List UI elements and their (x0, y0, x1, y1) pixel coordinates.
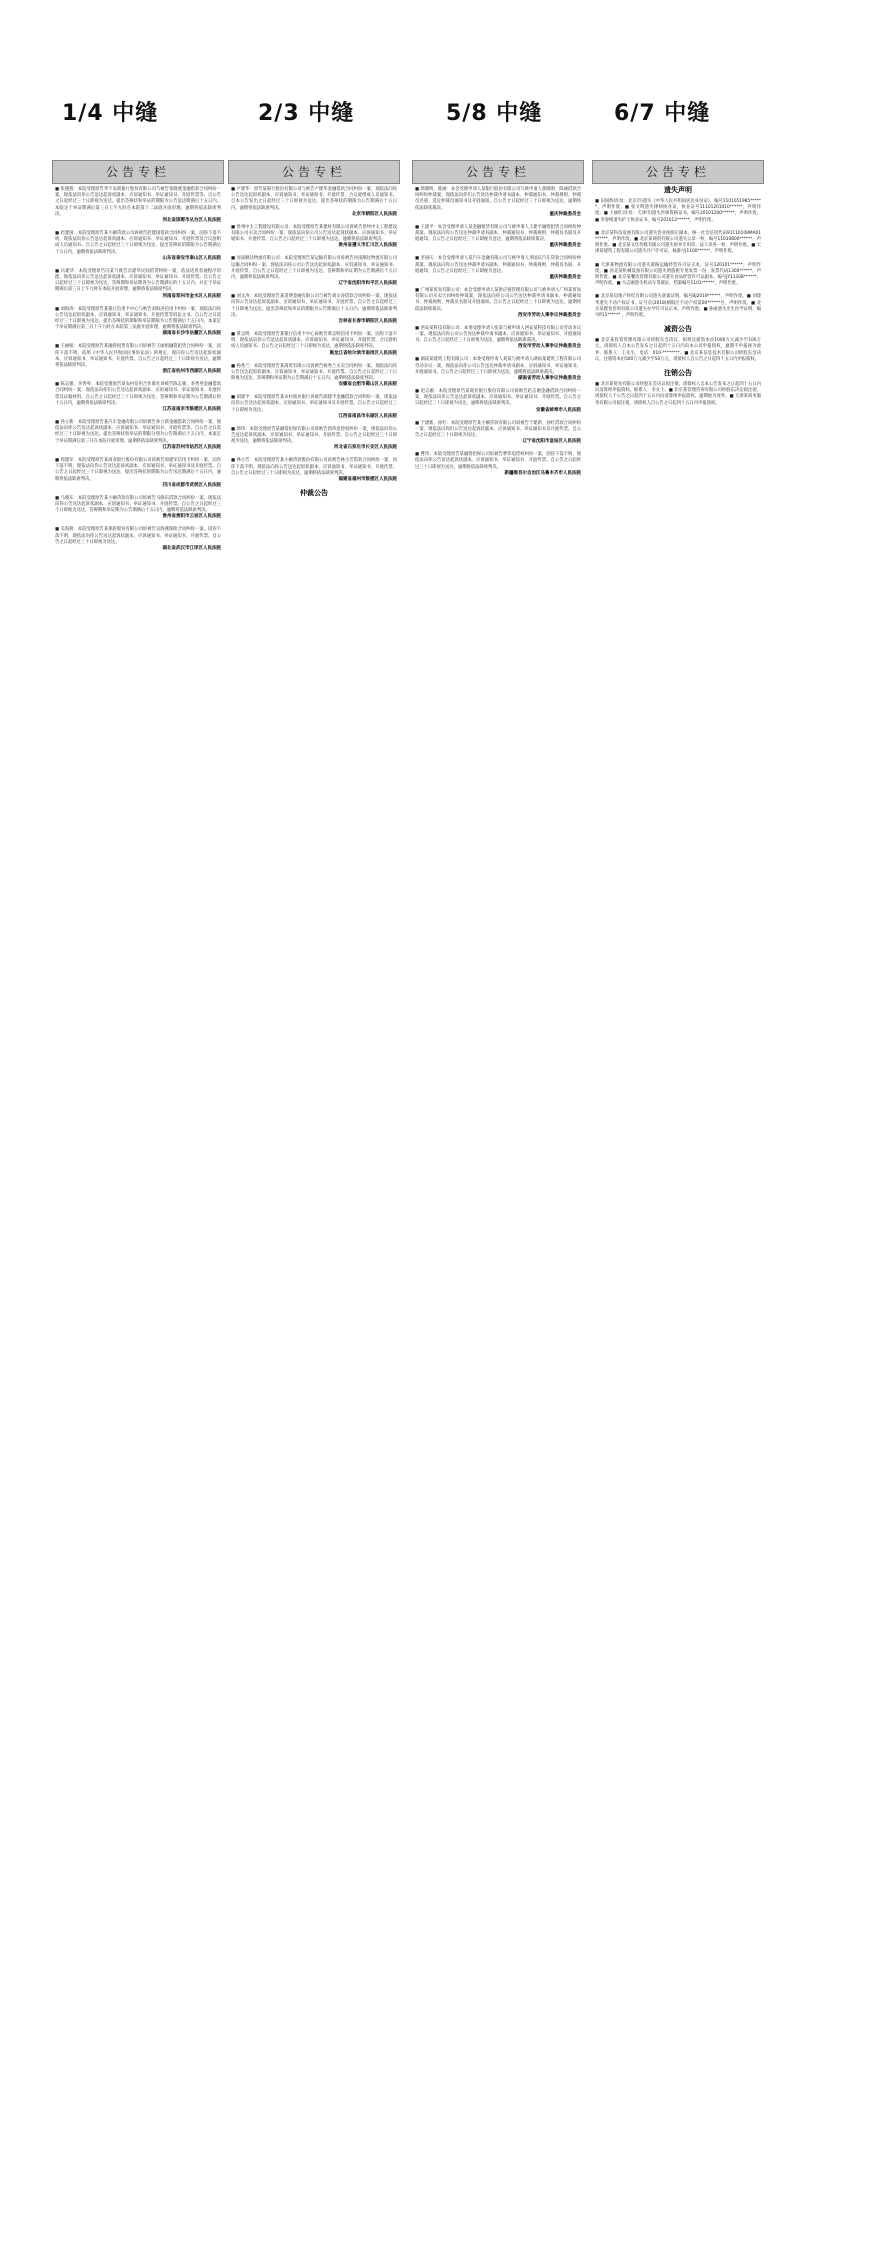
notice-signature: 西安市劳动人事争议仲裁委员会 (518, 312, 581, 318)
notice-body: ■ 赵建国：本院受理原告某小额贷款公司诉被告赵建国借款合同纠纷一案，因你下落不明，现依法向你公告送达起诉状副本、应诉通知书、举证通知书、开庭传票及合议庭组成人员通知书。自公告之日起经过三十日即视为送达，提出答辩状的期限为公告期满后十五日内，逾期将依法缺席判决。 (55, 231, 221, 255)
notice-signature: 湖北省武汉市江岸区人民法院 (162, 545, 221, 551)
notice-signature: 重庆仲裁委员会 (549, 243, 581, 249)
notice-body: ■ 张晓燕：本院受理原告华宇农商银行股份有限公司与被告张晓燕金融借款合同纠纷一案，现依法向你公告送达起诉状副本、应诉通知书、举证通知书、开庭传票等。自公告之日起经过三十日即视为送达。提出答辩状和举证的期限为公告送达期满后十五日内。本院定于举证期满后第三日上午九时在本院第十二法庭开庭审理，逾期将依法缺席判决。 (55, 187, 221, 217)
notice-item (412, 253, 584, 285)
panel-title: 公告专栏 (52, 160, 224, 184)
notice-item (412, 354, 584, 386)
notice-signature: 安徽省合肥市蜀山区人民法院 (338, 382, 397, 388)
notice-signature: 吉林省长春市朝阳区人民法院 (338, 319, 397, 325)
notice-signature: 新疆维吾尔自治区乌鲁木齐市人民法院 (504, 470, 581, 476)
notice-body: ■ 王丽娟：本院受理原告某融资租赁有限公司诉被告王丽娟融资租赁合同纠纷一案，因你下落不明，依照《中华人民共和国民事诉讼法》的规定，现向你公告送达起诉状副本、应诉通知书、举证通知书、开庭传票。自公告之日起经过三十日即视为送达，逾期将依法缺席判决。 (55, 344, 221, 369)
notice-item (228, 222, 400, 254)
notice-signature: 江苏省苏州市姑苏区人民法院 (162, 444, 221, 450)
notice-signature: 辽宁省沈阳市皇姑区人民法院 (522, 439, 581, 445)
notice-item (592, 196, 764, 228)
notice-body: ■ 湖南某建筑工程有限公司：本委受理申请人刘某与被申请人湖南某建筑工程有限公司劳动争议一案，现依法向你公司公告送达仲裁申请书副本、应诉通知书、举证通知书、开庭通知书。自公告之日起经过三十日即视为送达，逾期将依法缺席裁决。 (415, 357, 581, 375)
notice-item (592, 379, 764, 411)
heading-5-8: 5/8 中缝 (446, 101, 543, 126)
notice-list (592, 184, 764, 2120)
notice-body: ■ 吴海燕：本院受理原告某保险股份有限公司诉被告吴海燕保险合同纠纷一案，因你下落不明，现依法向你公告送达起诉状副本、应诉通知书、举证通知书、开庭传票。自公告之日起经过三十日即视为送达。 (55, 527, 221, 545)
notice-body: ■ 北京某房地产经纪有限公司遗失备案证明，编号BJ2019******，声明作废。■ 刘建华遗失不动产权证书，证号京(2018)朝阳区不动产权第00******号，声明作废。■ 北京某教育咨询有限公司遗失办学许可证正本，声明作废。■ 孙丽遗失出生医学证明，编号P11****** ，声明作废。 (595, 294, 761, 319)
notice-list (52, 184, 224, 2200)
notice-signature: 北京市朝阳区人民法院 (352, 211, 397, 217)
column-2-3 (228, 160, 400, 2140)
notice-signature: 河北省邯郸市丛台区人民法院 (162, 218, 221, 224)
heading-2-3: 2/3 中缝 (258, 101, 355, 126)
panel-title: 公告专栏 (228, 160, 400, 184)
notice-item (52, 417, 224, 455)
notice-list (412, 184, 584, 2160)
notice-item (228, 455, 400, 487)
notice-body: ■ 北京某科技发展有限公司遗失营业执照正副本，统一社会信用代码91110108MA01******，声明作废。■ 北京某商贸有限公司遗失公章一枚，编号11010800******，声明作废。■ 北京某文化传媒有限公司遗失财务专用章、法人章各一枚，声明作废。■ 天津某建筑工程有限公司遗失开户许可证，核准号J1100******，声明作废。 (595, 230, 761, 255)
notice-item (52, 455, 224, 493)
notice-body: ■ 赵志刚：本院受理原告某商业银行股份有限公司诉被告赵志刚金融借款合同纠纷一案，现依法向你公告送达起诉状副本、应诉通知书、举证通知书、开庭传票。自公告之日起经过三十日即视为送达，逾期将依法缺席判决。 (415, 389, 581, 407)
notice-signature: 河南省郑州市金水区人民法院 (162, 293, 221, 299)
notice-signature: 湖南省长沙市岳麓区人民法院 (162, 331, 221, 337)
notice-body: ■ 马晓东：本院受理原告某小额贷款有限公司诉被告马晓东借款合同纠纷一案，现依法向你公告送达起诉状副本、应诉通知书、举证通知书、开庭传票。自公告之日起经过三十日即视为送达，答辩期和举证期为公告期满后十五日内，逾期将依法缺席判决。 (55, 495, 221, 514)
section-heading: 仲裁公告 (300, 489, 328, 498)
notice-body: ■ 广州某贸易有限公司：本会受理申请人某供应链管理有限公司与被申请人广州某贸易有限公司买卖合同纠纷仲裁案，现依法向你公司公告送达仲裁申请书副本、仲裁通知书、仲裁规则、仲裁员名册及开庭通知。自公告之日起经过三十日即视为送达，逾期将依法缺席裁决。 (415, 288, 581, 312)
notice-body: ■ 北京某贸易有限公司经股东会决议拟注销，请债权人自本公告发布之日起四十五日内向清算组申报债权。联系人：李女士。■ 北京某管理咨询有限公司经股东决定拟注销，请债权人于公告之日起四十五日内向清算组申报债权，逾期视为放弃。■ 天津某商务服务有限公司拟注销，请债权人自公告之日起四十五日内申报债权。 (595, 382, 761, 406)
notice-body: ■ 贵州中太工程建设有限公司：本院受理原告某建材有限公司诉被告贵州中太工程建设有限公司买卖合同纠纷一案，现依法向你公司公告送达起诉状副本、应诉通知书、举证通知书、开庭传票。自公告之日起经过三十日即视为送达，逾期将依法缺席判决。 (231, 224, 397, 243)
notice-body: ■ 西安某科技有限公司：本委受理申请人张某与被申请人西安某科技有限公司劳动争议一案，现依法向你公司公告送达仲裁申请书副本、应诉通知书、举证通知书、开庭通知书。自公告之日起经过三十日即视为送达，逾期将依法缺席裁决。 (415, 325, 581, 344)
notice-body: ■ 刘海涛：本院受理原告某银行信用卡中心与被告刘海涛信用卡纠纷一案，现依法向你公告送达起诉状副本、应诉通知书、举证通知书、开庭传票等诉讼文书。自公告之日起经过三十日即视为送达。提出答辩状的期限和举证期限为公告期满后十五日内。本案定于举证期满后第三日上午九时在本院第三法庭开庭审理，逾期将依法缺席判决。 (55, 306, 221, 331)
notice-body: ■ 胡建平：本院受理原告某农村商业银行诉被告胡建平金融借款合同纠纷一案，现依法向你公告送达起诉状副本、应诉通知书、举证通知书及开庭传票。自公告之日起经过三十日即视为送达。 (231, 395, 397, 413)
notice-item (228, 361, 400, 393)
heading-6-7: 6/7 中缝 (614, 101, 711, 126)
notice-body: ■ 杨秀兰：本院受理原告某商贸有限公司诉被告杨秀兰买卖合同纠纷一案，现依法向你公告送达起诉状副本、应诉通知书、举证通知书、开庭传票。自公告之日起经过三十日即视为送达，答辩期和举证期为公告期满后十五日内，逾期将依法缺席判决。 (231, 363, 397, 382)
notice-body: ■ 河南顺达物流有限公司：本院受理原告某运输有限公司诉被告河南顺达物流有限公司运输合同纠纷一案，现依法向你公司公告送达起诉状副本、应诉通知书、举证通知书、开庭传票，自公告之日起经过三十日即视为送达，答辩期和举证期为公告期满后十五日内，逾期将依法缺席判决。 (231, 256, 397, 281)
notice-body: ■ 北京某投资管理有限公司经股东会决议，拟将注册资本由1000万元减少至100万元，请债权人自本公告发布之日起四十五日内向本公司申报债权，逾期不申报视为放弃。联系人：王先生，电话：010-********。■ 北京某信息技术有限公司经股东会决议，注册资本由500万元减少至50万元，请债权人自公告之日起四十五日内申报债权。 (595, 338, 761, 362)
notice-body: ■ 郭伟：本院受理原告某融资担保有限公司诉被告郭伟追偿权纠纷一案，现依法向你公告送达起诉状副本、应诉通知书、举证通知书、开庭传票。自公告之日起经过三十日即视为送达，逾期将依法缺席判决。 (231, 426, 397, 445)
heading-1-4: 1/4 中缝 (62, 101, 159, 126)
panel-title: 公告专栏 (412, 160, 584, 184)
notice-item (52, 524, 224, 556)
notice-body: ■ 曹伟：本院受理原告某融资担保公司诉被告曹伟追偿权纠纷一案，因你下落不明，现依法向你公告送达起诉状副本、应诉通知书、举证通知书、开庭传票。自公告之日起经过三十日即视为送达，逾期将依法缺席判决。 (415, 452, 581, 470)
section-heading: 减资公告 (664, 325, 692, 334)
notice-body: ■ 冯建华：本院受理原告冯某与被告冯建华民间借贷纠纷一案，依法适用普通程序审理，现依法向你公告送达起诉状副本、应诉通知书、举证通知书、开庭传票。自公告之日起经过三十日即视为送达，答辩期和举证期各为公告期满后的十五日内，并定于举证期满后第三日上午九时在本院开庭审理，逾期将依法缺席判决。 (55, 268, 221, 293)
notice-body: ■ 田国辉(住址：北京市)遗失《中华人民共和国居民身份证》，编号1101051985******，声明作废。■ 张文明遗失律师执业证，执业证号11101201010******，声明作废。■ 王丽红(住址：天津市)遗失医师资格证书，编号20101200******，声明作废。■ 李春梅遗失护士执业证书，编号201012******，声明作废。 (595, 199, 761, 223)
notice-item (52, 304, 224, 342)
notice-item (52, 379, 224, 417)
notice-item (52, 184, 224, 228)
notice-item (592, 260, 764, 292)
notice-item (592, 335, 764, 367)
notice-body: ■ 李国庆：本会受理申请人某汽车金融有限公司与被申请人李国庆汽车贷款合同纠纷仲裁案，现依法向你公告送达仲裁申请书副本、仲裁通知书、仲裁规则、仲裁员名册、开庭通知，自公告之日起经过三十日即视为送达。 (415, 256, 581, 274)
notice-signature: 安徽省蚌埠市人民法院 (536, 407, 581, 413)
column-1-4 (52, 160, 224, 2200)
notice-signature: 辽宁省沈阳市和平区人民法院 (338, 281, 397, 287)
section-heading: 遗失声明 (664, 186, 692, 194)
notice-item (228, 291, 400, 329)
notice-item (52, 341, 224, 379)
panel-title: 公告专栏 (592, 160, 764, 184)
notice-signature: 江苏省南京市鼓楼区人民法院 (162, 407, 221, 413)
notice-item (592, 228, 764, 260)
notice-signature: 贵州省遵义市汇川区人民法院 (338, 243, 397, 249)
notice-item (228, 329, 400, 361)
notice-body: ■ 黄志明：本院受理原告某银行信用卡中心诉被告黄志明信用卡纠纷一案，因你下落不明，现依法向你公告送达起诉状副本、应诉通知书、举证通知书、开庭传票、合议庭组成人员通知书。自公告之日起经过三十日即视为送达，逾期将依法缺席判决。 (231, 332, 397, 350)
notice-item (412, 323, 584, 355)
notice-item (228, 424, 400, 456)
notice-signature: 四川省成都市武侯区人民法院 (162, 482, 221, 488)
notice-body: ■ 林小芳：本院受理原告某小额贷款股份有限公司诉被告林小芳借款合同纠纷一案，因你下落不明，现依法向你公告送达起诉状副本、应诉通知书、举证通知书、开庭传票。自公告之日起经过三十日即视为送达，逾期将依法缺席判决。 (231, 458, 397, 476)
notice-signature: 贵州省贵阳市云岩区人民法院 (162, 514, 221, 520)
section-heading: 注销公告 (664, 369, 692, 378)
notice-signature: 山东省泰安市泰山区人民法院 (162, 255, 221, 261)
notice-body: ■ 陈志强、李秀英：本院受理原告某农村信用合作联社诉被告陈志强、李秀英金融借款合同纠纷一案，现依法向你们公告送达起诉状副本、应诉通知书、举证通知书、开庭传票及证据材料。自公告之日起经过三十日即视为送达，答辩期和举证期为公告期满后的十五日内，逾期将依法缺席判决。 (55, 382, 221, 406)
notice-signature: 湖南省劳动人事争议仲裁委员会 (518, 376, 581, 382)
notice-item (228, 392, 400, 424)
notice-item (412, 418, 584, 450)
notice-item (592, 291, 764, 323)
notice-signature: 西安市劳动人事争议仲裁委员会 (518, 344, 581, 350)
notice-signature: 河北省石家庄市长安区人民法院 (334, 445, 397, 451)
notice-signature: 重庆仲裁委员会 (549, 275, 581, 281)
notice-item (412, 285, 584, 323)
notice-item (228, 184, 400, 222)
notice-body: ■ 于建新、孙红：本院受理原告某小额贷款有限公司诉被告于建新、孙红借款合同纠纷一案，现依法向你们公告送达起诉状副本、应诉通知书、举证通知书及开庭传票。自公告之日起经过三十日即视为送达。 (415, 420, 581, 439)
notice-item (52, 266, 224, 304)
notice-item (412, 184, 584, 222)
notice-signature: 浙江省杭州市西湖区人民法院 (162, 369, 221, 375)
notice-body: ■ 卢建华：原告某银行股份有限公司与被告卢建华金融借款合同纠纷一案，现依法向你公告送达起诉状副本、应诉通知书、举证通知书、开庭传票、合议庭组成人员通知书。自本公告发出之日起经过三十日即视为送达，提出答辩状的期限为公告期满后十五日内，逾期将依法缺席判决。 (231, 187, 397, 211)
notice-body: ■ 周建军：本院受理原告某商业银行股份有限公司诉被告周建军信用卡纠纷一案，因你下落不明，现依法向你公告送达起诉状副本、应诉通知书、举证通知书及开庭传票。自公告之日起经过三十日即视为送达，提出答辩状的期限为公告送达期满后十五日内，逾期将依法缺席判决。 (55, 457, 221, 482)
notice-body: ■ 王建平：本会受理申请人某金融租赁有限公司与被申请人王建平融资租赁合同纠纷仲裁案，现依法向你公告送达仲裁申请书副本、仲裁通知书、仲裁规则、仲裁员名册及开庭通知。自公告之日起经过三十日即视为送达，逾期将依法缺席裁决。 (415, 224, 581, 243)
notice-body: ■ 郭晓明、陈丽：本会受理申请人某银行股份有限公司与被申请人郭晓明、陈丽借款合同纠纷仲裁案，现依法向你们公告送达仲裁申请书副本、仲裁通知书、仲裁规则、仲裁员名册、选定仲裁员通知书及开庭通知。自公告之日起经过三十日即视为送达，逾期将依法缺席裁决。 (415, 187, 581, 211)
notice-body: ■ 天津某物流有限公司遗失道路运输经营许可证正本，证号120101******，声明作废。■ 河北某机械设备有限公司遗失增值税专用发票一份，发票代码1300******，声明作废。■ 北京某餐饮管理有限公司遗失食品经营许可证副本，编号JY11108******，声明作废。■ 马志刚遗失机动车驾驶证，档案编号1101******，声明作废。 (595, 262, 761, 287)
notice-item (412, 386, 584, 418)
notice-body: ■ 刘文涛：本院受理原告某消费金融有限公司与被告刘文涛借款合同纠纷一案，现依法向你公告送达起诉状副本、应诉通知书、举证通知书、开庭传票。自公告之日起经过三十日即视为送达。提出答辩状和举证的期限为公告期满后十五日内，逾期将依法缺席判决。 (231, 294, 397, 318)
notice-item (52, 228, 224, 266)
notice-signature: 重庆仲裁委员会 (549, 211, 581, 217)
column-6-7 (592, 160, 764, 2120)
notice-item (412, 449, 584, 481)
notice-list (228, 184, 400, 2140)
notice-signature: 福建省福州市鼓楼区人民法院 (338, 477, 397, 483)
notice-item (412, 222, 584, 254)
column-5-8 (412, 160, 584, 2160)
notice-item (52, 493, 224, 525)
notice-signature: 黑龙江省哈尔滨市南岗区人民法院 (329, 350, 397, 356)
notice-body: ■ 孙立新：本院受理原告某汽车金融有限公司诉被告孙立新金融借款合同纠纷一案，现依法向你公告送达起诉状副本、应诉通知书、举证通知书、开庭传票等。自公告之日起经过三十日即视为送达，提出答辩状和举证的期限分别为公告期满后十五日内，本案定于举证期满后第三日在本院开庭审理，逾期将依法缺席判决。 (55, 420, 221, 444)
notice-signature: 江西省南昌市东湖区人民法院 (338, 413, 397, 419)
notice-item (228, 253, 400, 291)
